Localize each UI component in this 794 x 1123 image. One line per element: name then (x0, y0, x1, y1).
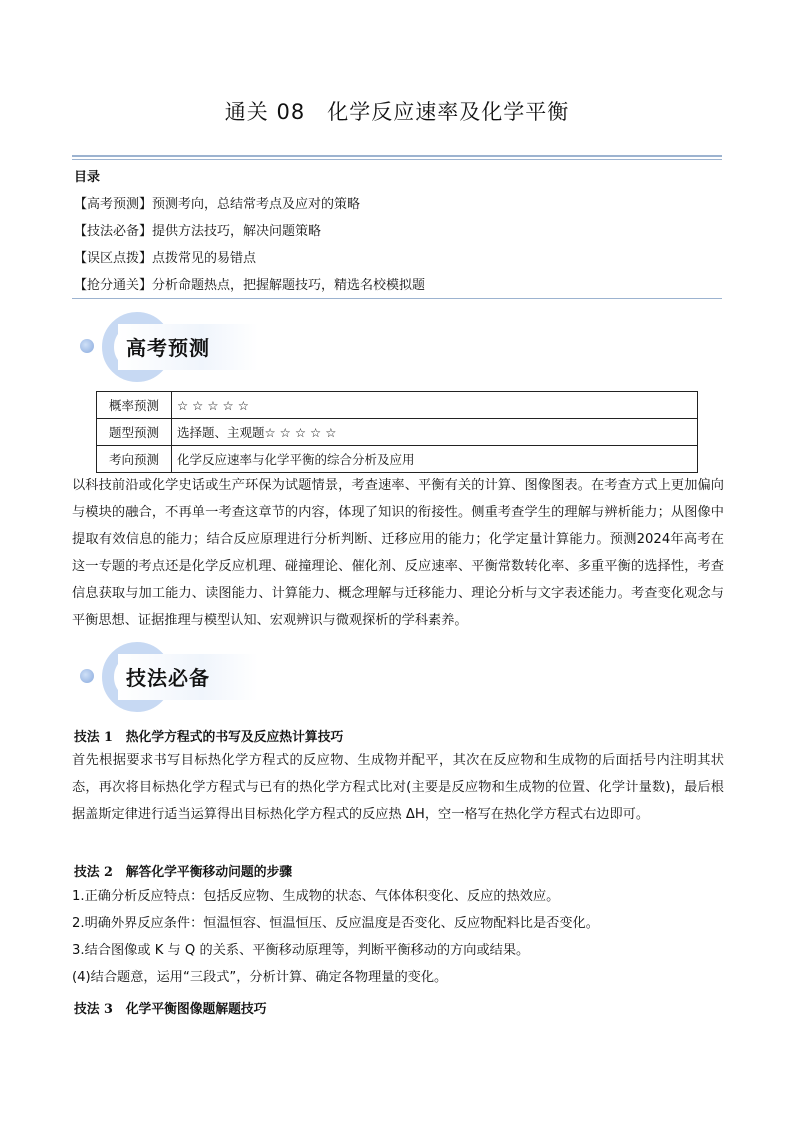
list-item: (4)结合题意，运用“三段式”，分析计算、确定各物理量的变化。 (72, 970, 448, 985)
technique-heading: 技法 2 解答化学平衡移动问题的步骤 (74, 865, 293, 880)
divider-top (72, 155, 722, 157)
table-cell-label: 题型预测 (97, 419, 172, 446)
toc-item: 【技法必备】提供方法技巧，解决问题策略 (74, 224, 322, 239)
toc-item: 【误区点拨】点拨常见的易错点 (74, 251, 257, 266)
list-item: 2.明确外界反应条件：恒温恒容、恒温恒压、反应温度是否变化、反应物配料比是否变化。 (72, 916, 599, 931)
section-banner-prediction (72, 310, 262, 384)
toc-heading: 目录 (74, 170, 101, 185)
list-item: 1.正确分析反应特点：包括反应物、生成物的状态、气体体积变化、反应的热效应。 (72, 889, 560, 904)
divider-toc-bottom (72, 298, 722, 299)
prediction-paragraph: 以科技前沿或化学史话或生产环保为试题情景，考查速率、平衡有关的计算、图像图表。在考查方式上更加偏向与模块的融合，不再单一考查这章节的内容，体现了知识的衔接性。侧重考查学生的理解与辨析能力；从图像中提取有效信息的能力；结合反应原理进行分析判断、迁移应用的能力；化学定量计算能力。预测2024年高考在这一专题的考点还是化学反应机理、碰撞理论、催化剂、反应速率、平衡常数转化率、多重平衡的选择性，考查信息获取与加工能力、读图能力、计算能力、概念理解与迁移能力、理论分析与文字表述能力。考查变化观念与平衡思想、证据推理与模型认知、宏观辨识与微观探析的学科素养。 (72, 478, 724, 628)
technique-heading: 技法 3 化学平衡图像题解题技巧 (74, 1002, 267, 1017)
table-cell-label: 考向预测 (97, 446, 172, 473)
section-banner-techniques (72, 640, 262, 714)
table-row (97, 446, 698, 473)
table-row (97, 392, 698, 419)
table-row (97, 419, 698, 446)
technique-paragraph: 首先根据要求书写目标热化学方程式的反应物、生成物并配平，其次在反应物和生成物的后面括号内注明其状态，再次将目标热化学方程式与已有的热化学方程式比对(主要是反应物和生成物的位置、化学计量数)，最后根据盖斯定律进行适当运算得出目标热化学方程式的反应热 ΔH，空一格写在热化学方程式右边即可。 (72, 753, 724, 822)
toc-item: 【抢分通关】分析命题热点，把握解题技巧，精选名校模拟题 (74, 278, 426, 293)
table-cell-value: 化学反应速率与化学平衡的综合分析及应用 (172, 446, 698, 473)
section-title: 高考预测 (126, 336, 210, 360)
table-of-contents (74, 164, 722, 299)
prediction-table (96, 391, 698, 473)
bullet-dot-icon (80, 669, 94, 683)
technique-heading: 技法 1 热化学方程式的书写及反应热计算技巧 (74, 730, 344, 745)
technique-steps (72, 883, 724, 991)
table-cell-label: 概率预测 (97, 392, 172, 419)
section-title: 技法必备 (126, 666, 210, 690)
bullet-dot-icon (80, 339, 94, 353)
table-cell-value: ☆ ☆ ☆ ☆ ☆ (172, 392, 698, 419)
list-item: 3.结合图像或 K 与 Q 的关系、平衡移动原理等，判断平衡移动的方向或结果。 (72, 943, 530, 958)
table-cell-value: 选择题、主观题☆ ☆ ☆ ☆ ☆ (172, 419, 698, 446)
divider-top-thin (72, 159, 722, 160)
toc-item: 【高考预测】预测考向，总结常考点及应对的策略 (74, 197, 361, 212)
page-title: 通关 08 化学反应速率及化学平衡 (224, 100, 570, 124)
